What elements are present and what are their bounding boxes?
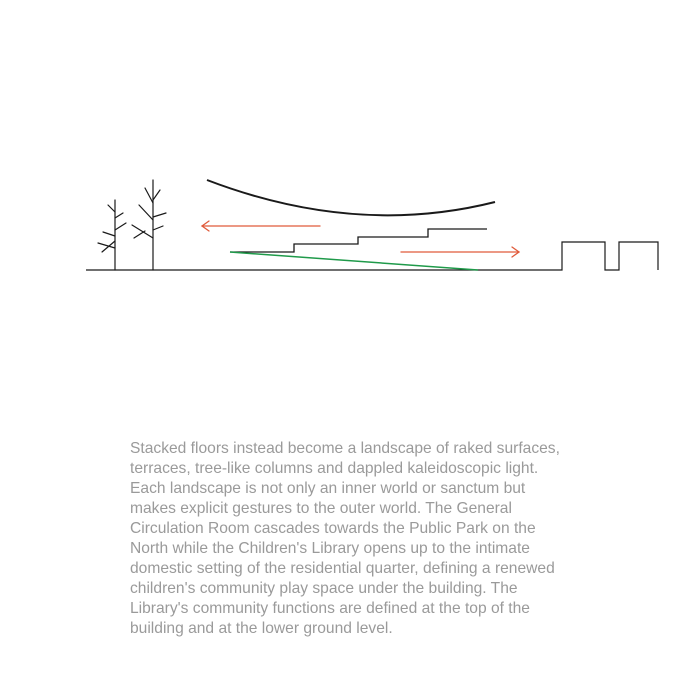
neighbouring-buildings (560, 242, 658, 270)
roof-curve (207, 180, 495, 215)
tree-right (132, 180, 166, 270)
stepped-floors (230, 229, 487, 252)
arrow-right (401, 247, 519, 257)
arrow-left (202, 221, 320, 231)
ground-ramp (230, 252, 478, 270)
tree-left (98, 200, 126, 270)
caption-text: Stacked floors instead become a landscape of raked surfaces, terraces, tree-like columns and dappled kaleidoscopic light. Each landscape is not only an inner world or sanctum but makes explicit gestures to the outer world. The General Circulation Room cascades towards the Public Park on the North while the Children's Library opens up to the intimate domestic setting of the residential quarter, defining a renewed children's community play space under the building. The Library's community functions are defined at the top of the building and at the lower ground level. (130, 440, 560, 637)
